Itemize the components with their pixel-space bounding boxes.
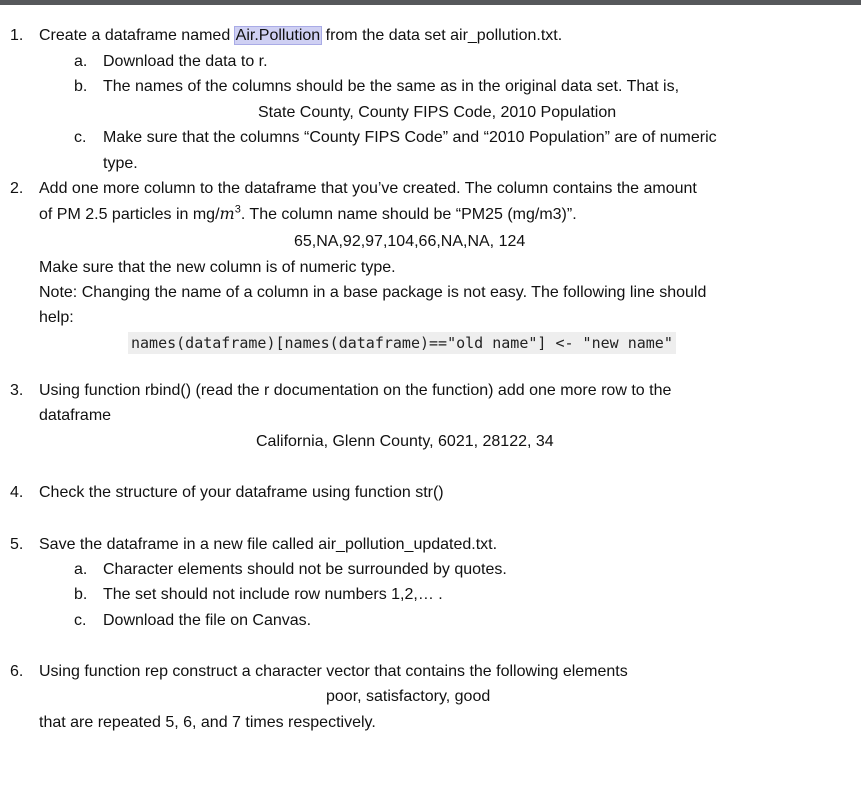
- item-text: Save the dataframe in a new file called air_pollution_updated.txt.: [39, 536, 498, 553]
- sub-text: Download the file on Canvas.: [103, 612, 312, 629]
- note-text-line2: help:: [39, 309, 74, 326]
- top-border: [0, 0, 861, 5]
- column-values: 65,NA,92,97,104,66,NA,NA, 124: [294, 233, 526, 250]
- item-text: Check the structure of your dataframe using function str(): [39, 484, 444, 501]
- sub-letter: c.: [74, 129, 87, 146]
- item-number: 3.: [10, 382, 24, 399]
- item-text-line2: of PM 2.5 particles in $mg/m^3$. The column name should be “PM25 (mg/m3)”.: [39, 203, 577, 223]
- item-text: Add one more column to the dataframe that you’ve created. The column contains the amount: [39, 180, 697, 197]
- new-row-values: California, Glenn County, 6021, 28122, 34: [256, 433, 554, 450]
- sub-text: The set should not include row numbers 1,2,… .: [103, 586, 443, 603]
- sub-text: The names of the columns should be the same as in the original data set. That is,: [103, 78, 680, 95]
- numeric-note: Make sure that the new column is of numeric type.: [39, 259, 396, 276]
- item-number: 5.: [10, 536, 24, 553]
- sub-letter: b.: [74, 586, 88, 603]
- item-number: 6.: [10, 663, 24, 680]
- sub-letter: b.: [74, 78, 88, 95]
- column-names: State County, County FIPS Code, 2010 Population: [258, 104, 617, 121]
- item-text-line2: dataframe: [39, 407, 112, 424]
- sub-text: Character elements should not be surrounded by quotes.: [103, 561, 507, 578]
- item-number: 1.: [10, 27, 24, 44]
- sub-text: Download the data to r.: [103, 53, 268, 70]
- item-text-line3: that are repeated 5, 6, and 7 times respectively.: [39, 714, 376, 731]
- item-number: 2.: [10, 180, 24, 197]
- highlighted-text: Air.Pollution: [235, 27, 321, 44]
- vector-elements: poor, satisfactory, good: [326, 688, 491, 705]
- code-snippet: names(dataframe)[names(dataframe)=="old name"] <- "new name": [128, 332, 676, 354]
- sub-letter: c.: [74, 612, 87, 629]
- math-unit: m: [219, 204, 235, 223]
- item-text: Create a dataframe named Air.Pollution from the data set air_pollution.txt.: [39, 27, 563, 44]
- note-text: Note: Changing the name of a column in a base package is not easy. The following line should: [39, 284, 707, 301]
- item-text: Using function rbind() (read the r documentation on the function) add one more row to the: [39, 382, 672, 399]
- item-text: Using function rep construct a character vector that contains the following elements: [39, 663, 628, 680]
- sub-letter: a.: [74, 561, 88, 578]
- item-number: 4.: [10, 484, 24, 501]
- sub-letter: a.: [74, 53, 88, 70]
- sub-text: Make sure that the columns “County FIPS Code” and “2010 Population” are of numeric: [103, 129, 717, 146]
- sub-text-continued: type.: [103, 155, 138, 172]
